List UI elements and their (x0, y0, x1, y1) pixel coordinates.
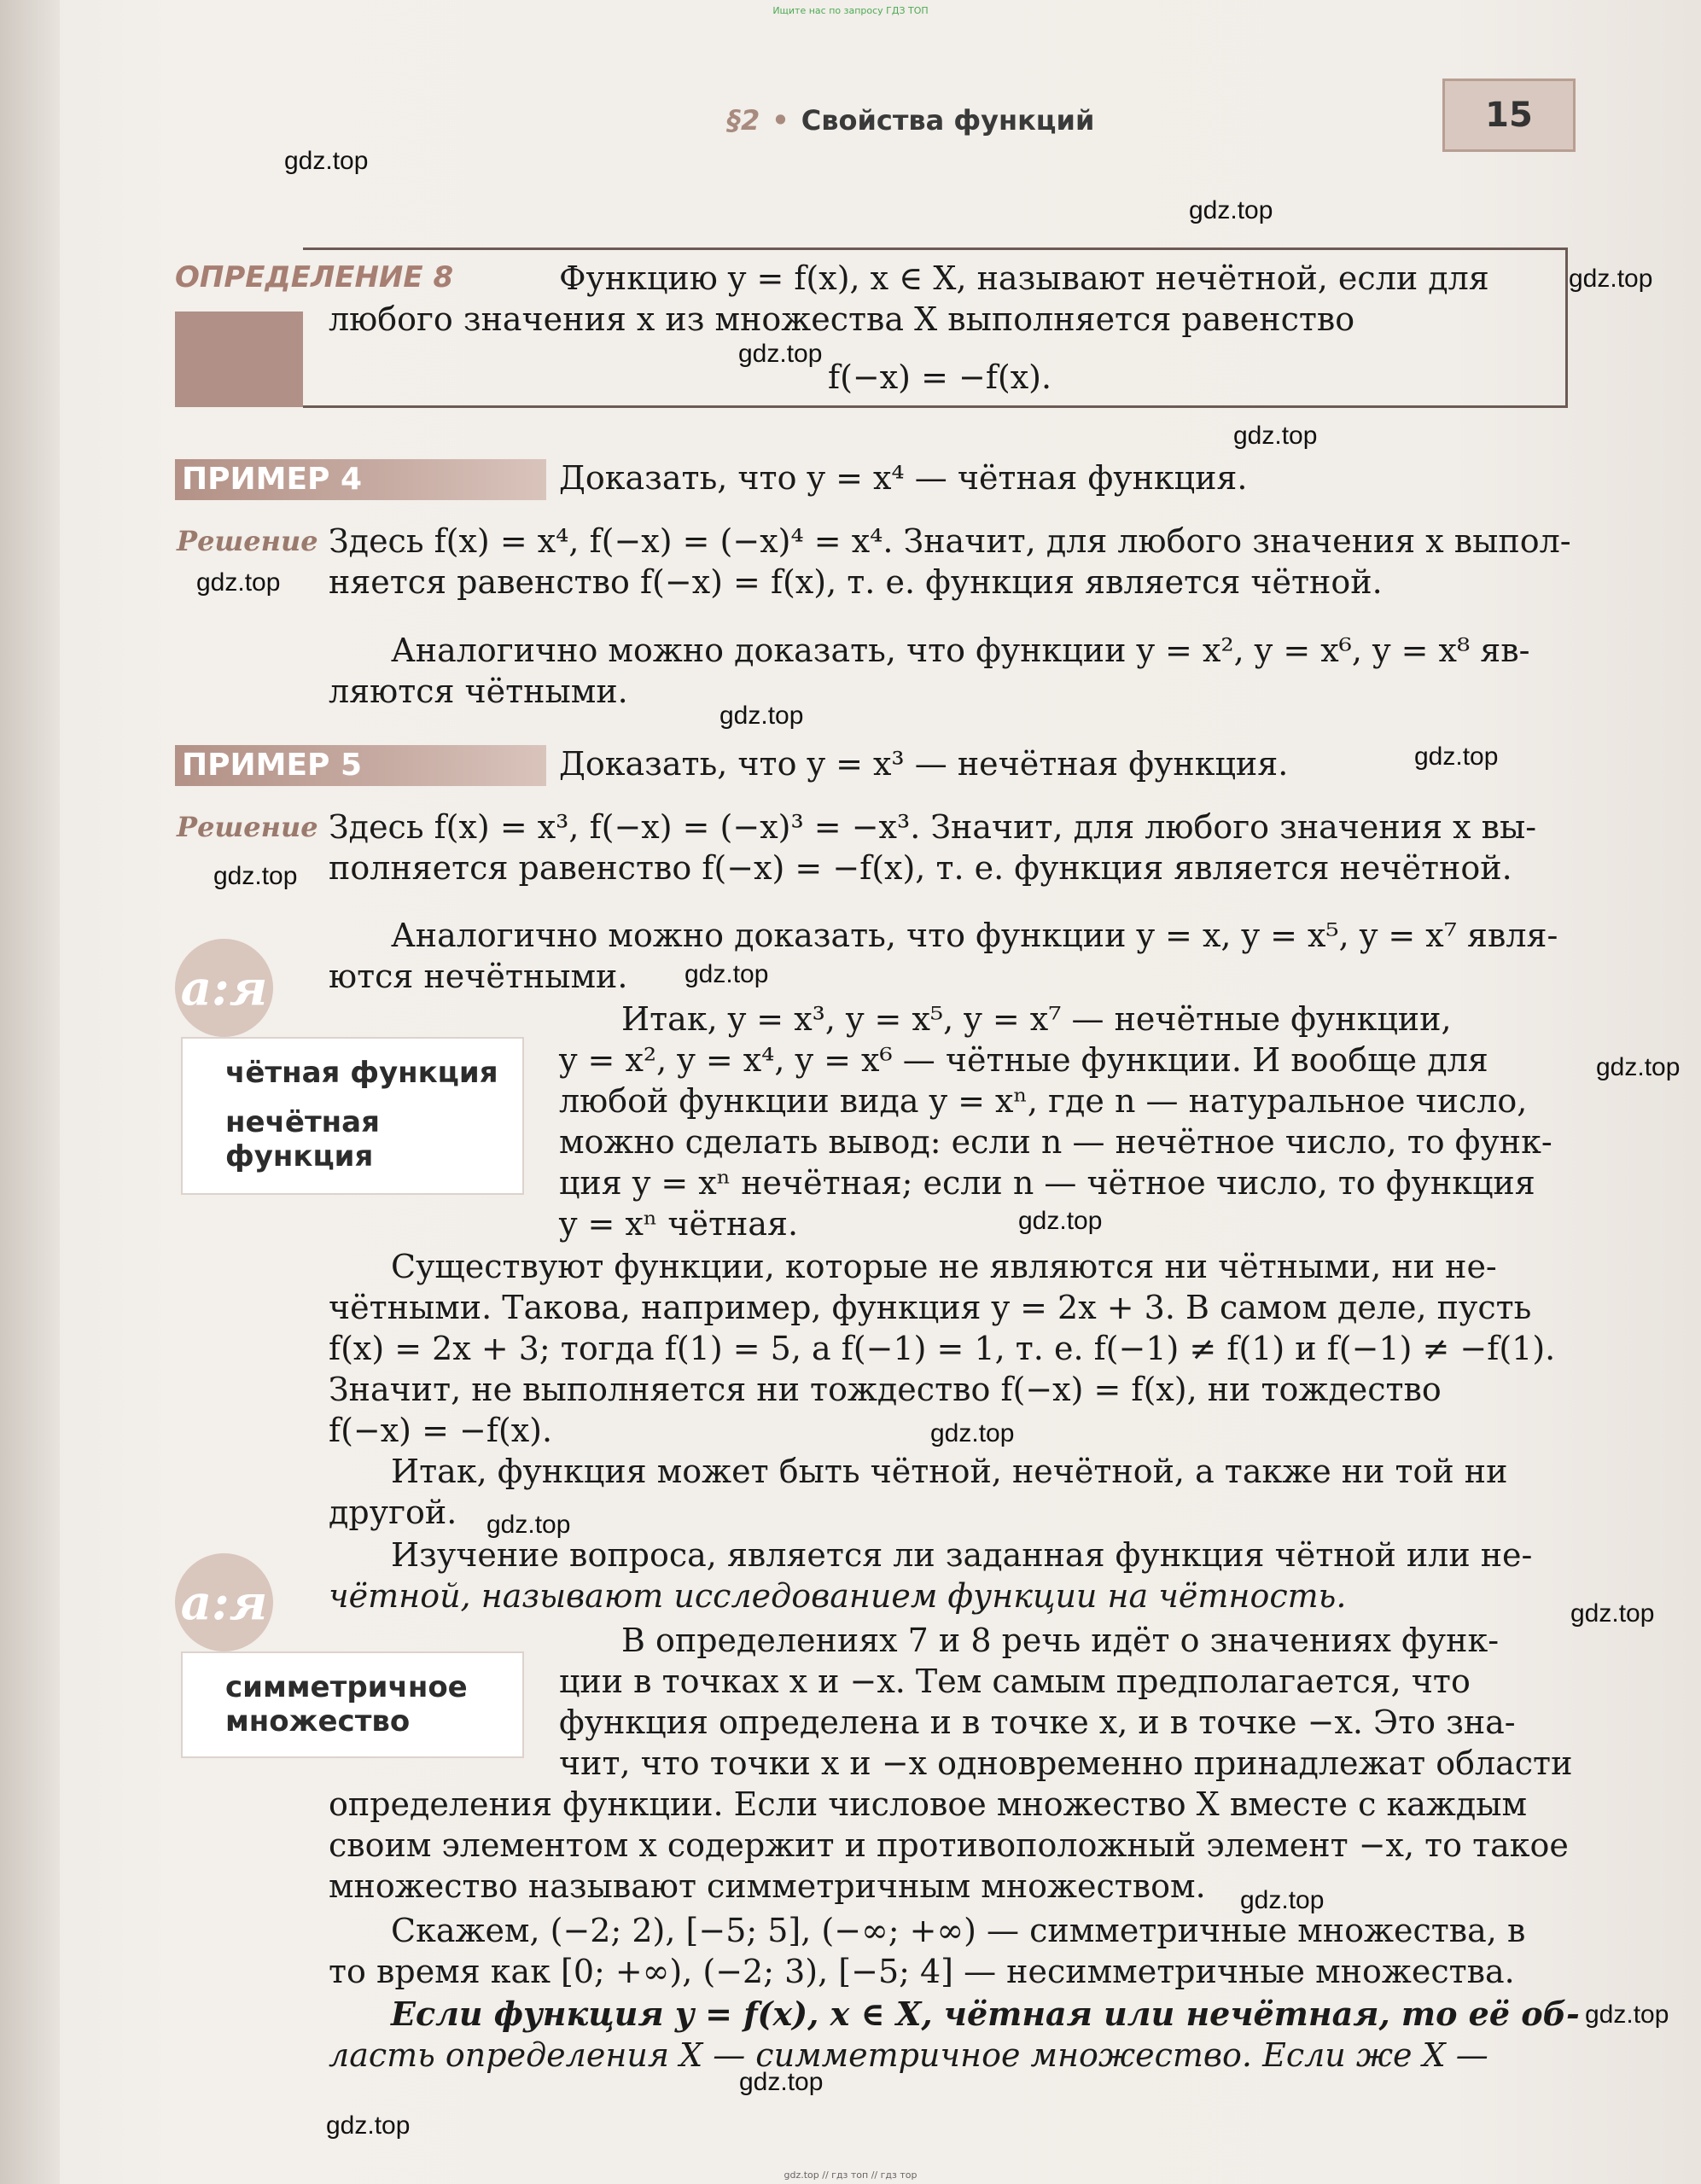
sets-line-2: то время как [0; +∞), (−2; 3), [−5; 4] — несимметричные множества. (329, 1953, 1515, 1990)
neither-line-3: f(x) = 2x + 3; тогда f(1) = 5, а f(−1) = 1, т. е. f(−1) ≠ f(1) и f(−1) ≠ −f(1). (329, 1330, 1556, 1367)
book-spine (0, 0, 60, 2184)
summary-line-5: ция y = xⁿ нечётная; если n — чётное число, то функция (559, 1164, 1535, 1202)
example-4-task: Доказать, что y = x⁴ — чётная функция. (559, 459, 1248, 497)
neither-line-4: Значит, не выполняется ни тождество f(−x) = f(x), ни тождество (329, 1371, 1442, 1408)
sets-line-1: Скажем, (−2; 2), [−5; 5], (−∞; +∞) — симметричные множества, в (391, 1912, 1526, 1949)
watermark: gdz.top (213, 862, 298, 890)
page-number: 15 (1442, 79, 1576, 152)
example-5-solution-line-1: Здесь f(x) = x³, f(−x) = (−x)³ = −x³. Значит, для любого значения x вы- (329, 808, 1537, 846)
watermark: gdz.top (486, 1511, 571, 1539)
definition-tab (175, 312, 303, 407)
watermark: gdz.top (1414, 743, 1499, 771)
symmetric-line-5: определения функции. Если числовое множество X вместе с каждым (329, 1785, 1528, 1823)
watermark: gdz.top (1585, 2001, 1669, 2029)
example-5-note-line-2: ются нечётными. (329, 958, 628, 995)
symmetric-line-4: чит, что точки x и −x одновременно принадлежат области (559, 1744, 1573, 1782)
bottom-note: gdz.top // гдз топ // гдз тор (784, 2169, 917, 2181)
watermark: gdz.top (738, 340, 823, 368)
example-4-note-line-1: Аналогично можно доказать, что функции y = x², y = x⁶, y = x⁸ яв- (391, 632, 1530, 669)
watermark: gdz.top (930, 1419, 1015, 1447)
neither-line-5: f(−x) = −f(x). (329, 1412, 553, 1449)
glossary-box-1 (181, 1037, 524, 1195)
neither-line-1: Существуют функции, которые не являются ни чётными, ни не- (391, 1248, 1497, 1285)
symmetric-line-1: В определениях 7 и 8 речь идёт о значениях функ- (621, 1622, 1500, 1659)
definition-line-1: Функцию y = f(x), x ∈ X, называют нечётной, если для (559, 259, 1489, 297)
symmetric-line-6: своим элементом x содержит и противоположный элемент −x, то такое (329, 1826, 1569, 1864)
summary-line-6: y = xⁿ чётная. (559, 1205, 799, 1243)
example-4-solution-line-2: няется равенство f(−x) = f(x), т. е. функция является чётной. (329, 563, 1383, 601)
watermark: gdz.top (739, 2068, 824, 2096)
glossary-icon: а:я (175, 939, 273, 1037)
example-5-label: ПРИМЕР 5 (175, 745, 546, 786)
watermark: gdz.top (719, 702, 804, 730)
theorem-line-2: ласть определения X — симметричное множество. Если же X — (329, 2036, 1488, 2074)
term-even-function: чётная функция (225, 1056, 498, 1090)
section-number: §2 (727, 104, 760, 137)
section-title: Свойства функций (801, 104, 1095, 137)
watermark: gdz.top (1189, 196, 1273, 224)
watermark: gdz.top (326, 2111, 411, 2140)
top-note: Ищите нас по запросу ГДЗ ТОП (772, 5, 929, 16)
watermark: gdz.top (684, 960, 769, 988)
example-4-note-line-2: ляются чётными. (329, 673, 628, 710)
definition-formula: f(−x) = −f(x). (828, 358, 1052, 396)
study-line-2: чётной, называют исследованием функции на чётность. (329, 1577, 1347, 1615)
watermark: gdz.top (1018, 1207, 1103, 1235)
example-5-solution-line-2: полняется равенство f(−x) = −f(x), т. е. функция является нечётной. (329, 849, 1512, 887)
example-5-task: Доказать, что y = x³ — нечётная функция. (559, 745, 1289, 783)
summary-line-1: Итак, y = x³, y = x⁵, y = x⁷ — нечётные функции, (621, 1000, 1452, 1038)
watermark: gdz.top (196, 568, 281, 597)
theorem-line-1: Если функция y = f(x), x ∈ X, чётная или нечётная, то её об- (391, 1995, 1580, 2033)
summary-line-4: можно сделать вывод: если n — нечётное число, то функ- (559, 1123, 1552, 1161)
symmetric-line-3: функция определена и в точке x, и в точке −x. Это зна- (559, 1704, 1516, 1741)
summary-line-2: y = x², y = x⁴, y = x⁶ — чётные функции. И вообще для (559, 1041, 1488, 1079)
example-4-solution-label: Решение (177, 525, 318, 557)
conclusion-line-2: другой. (329, 1494, 457, 1531)
study-line-1: Изучение вопроса, является ли заданная функция чётной или не- (391, 1536, 1533, 1574)
example-4-solution-line-1: Здесь f(x) = x⁴, f(−x) = (−x)⁴ = x⁴. Значит, для любого значения x выпол- (329, 522, 1571, 560)
watermark: gdz.top (1233, 422, 1318, 450)
glossary-box-2 (181, 1651, 524, 1758)
term-symmetric-set-line-2: множество (225, 1704, 411, 1738)
summary-line-3: любой функции вида y = xⁿ, где n — натуральное число, (559, 1082, 1528, 1120)
watermark: gdz.top (1240, 1886, 1325, 1914)
definition-line-2: любого значения x из множества X выполняется равенство (329, 300, 1355, 338)
term-symmetric-set-line-1: симметричное (225, 1670, 468, 1704)
symmetric-line-7: множество называют симметричным множеством. (329, 1867, 1206, 1905)
bullet-icon: • (772, 104, 789, 137)
term-odd-function-line-2: функция (225, 1139, 374, 1174)
glossary-icon-2: а:я (175, 1553, 273, 1651)
example-5-solution-label: Решение (177, 811, 318, 843)
watermark: gdz.top (284, 147, 369, 175)
example-4-label: ПРИМЕР 4 (175, 459, 546, 500)
term-odd-function-line-1: нечётная (225, 1105, 380, 1139)
example-5-note-line-1: Аналогично можно доказать, что функции y = x, y = x⁵, y = x⁷ явля- (391, 917, 1558, 954)
definition-label: ОПРЕДЕЛЕНИЕ 8 (175, 260, 454, 294)
watermark: gdz.top (1569, 265, 1653, 293)
running-header (727, 104, 1094, 137)
watermark: gdz.top (1596, 1053, 1681, 1081)
neither-line-2: чётными. Такова, например, функция y = 2x + 3. В самом деле, пусть (329, 1289, 1532, 1326)
conclusion-line-1: Итак, функция может быть чётной, нечётной, а также ни той ни (391, 1453, 1508, 1490)
symmetric-line-2: ции в точках x и −x. Тем самым предполагается, что (559, 1663, 1471, 1700)
watermark: gdz.top (1570, 1599, 1655, 1628)
